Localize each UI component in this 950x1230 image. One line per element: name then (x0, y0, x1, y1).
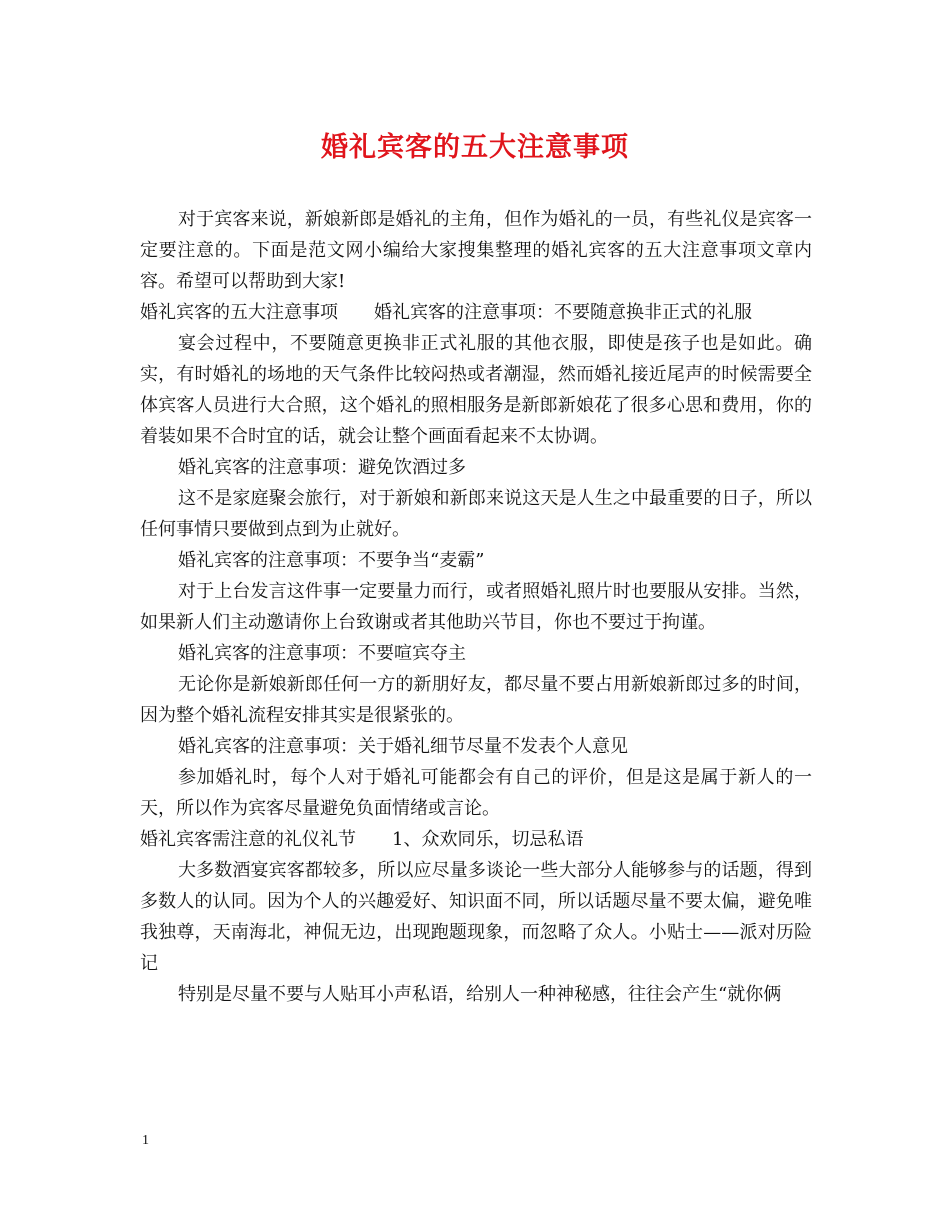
heading-gap (356, 824, 392, 855)
document-body (140, 204, 812, 1010)
section-heading-line (140, 824, 812, 855)
page-number: 1 (142, 1133, 149, 1148)
paragraph: 大多数酒宴宾客都较多，所以应尽量多谈论一些大部分人能够参与的话题，得到多数人的认同。因为个人的兴趣爱好、知识面不同，所以话题尽量不要太偏，避免唯我独尊，天南海北，神侃无边，出现跑题现象，而忽略了众人。小贴士——派对历险记 (140, 860, 812, 974)
heading-gap (338, 297, 374, 328)
subheading: 婚礼宾客的注意事项：不要随意换非正式的礼服 (374, 302, 752, 323)
paragraph: 对于上台发言这件事一定要量力而行，或者照婚礼照片时也要服从安排。当然，如果新人们主动邀请你上台致谢或者其他助兴节目，你也不要过于拘谨。 (140, 581, 812, 633)
subheading-paragraph: 婚礼宾客的注意事项：不要争当“麦霸” (178, 550, 485, 571)
paragraph: 参加婚礼时，每个人对于婚礼可能都会有自己的评价，但是这是属于新人的一天，所以作为宾客尽量避免负面情绪或言论。 (140, 767, 812, 819)
paragraph: 特别是尽量不要与人贴耳小声私语，给别人一种神秘感，往往会产生“就你俩 (178, 984, 782, 1005)
subheading-paragraph: 婚礼宾客的注意事项：不要喧宾夺主 (178, 643, 466, 664)
section-heading: 婚礼宾客的五大注意事项 (140, 302, 338, 323)
paragraph: 这不是家庭聚会旅行，对于新娘和新郎来说这天是人生之中最重要的日子，所以任何事情只要做到点到为止就好。 (140, 488, 812, 540)
paragraph-intro: 对于宾客来说，新娘新郎是婚礼的主角，但作为婚礼的一员，有些礼仪是宾客一定要注意的。下面是范文网小编给大家搜集整理的婚礼宾客的五大注意事项文章内容。希望可以帮助到大家! (140, 209, 812, 292)
subheading-paragraph: 婚礼宾客的注意事项：关于婚礼细节尽量不发表个人意见 (178, 736, 628, 757)
section-heading: 婚礼宾客需注意的礼仪礼节 (140, 829, 356, 850)
subheading-paragraph: 婚礼宾客的注意事项：避免饮酒过多 (178, 457, 466, 478)
paragraph: 无论你是新娘新郎任何一方的新朋好友，都尽量不要占用新娘新郎过多的时间，因为整个婚礼流程安排其实是很紧张的。 (140, 674, 812, 726)
section-heading-line (140, 297, 812, 328)
document-title: 婚礼宾客的五大注意事项 (321, 132, 629, 163)
paragraph: 宴会过程中，不要随意更换非正式礼服的其他衣服，即使是孩子也是如此。确实，有时婚礼的场地的天气条件比较闷热或者潮湿，然而婚礼接近尾声的时候需要全体宾客人员进行大合照，这个婚礼的照相服务是新郎新娘花了很多心思和费用，你的着装如果不合时宜的话，就会让整个画面看起来不太协调。 (140, 333, 812, 447)
subheading: 1、众欢同乐，切忌私语 (392, 829, 584, 850)
